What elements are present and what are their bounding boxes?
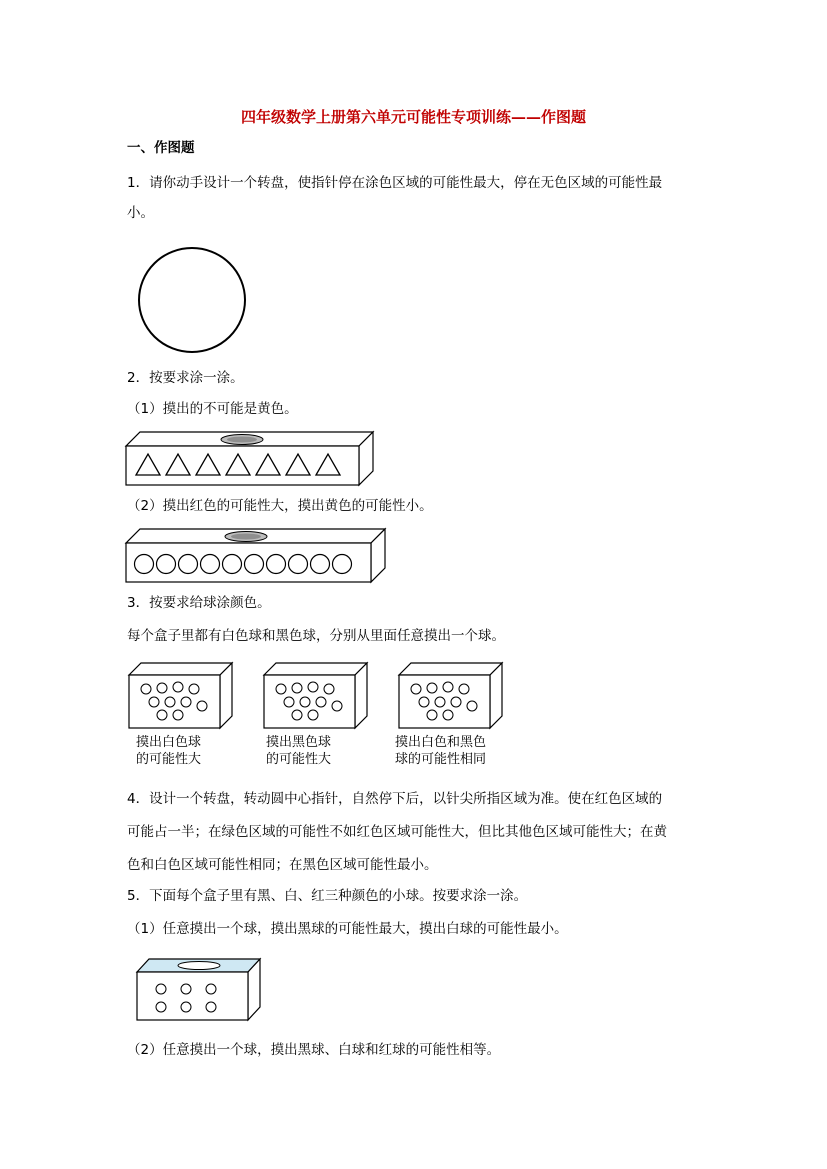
ball-top-3 [206,984,216,994]
ball-10 [333,555,352,574]
ball-top-1 [156,984,166,994]
circle-box [125,528,387,584]
ball-bottom-3 [206,1002,216,1012]
q1-text-line2: 小。 [127,205,154,221]
ball-box-3 [398,662,504,730]
q3-desc: 每个盒子里都有白色球和黑色球，分别从里面任意摸出一个球。 [127,628,505,644]
q1-text-line1: 1．请你动手设计一个转盘，使指针停在涂色区域的可能性最大，停在无色区域的可能性最 [127,175,663,191]
ball-1 [135,555,154,574]
ball-bottom-2 [181,1002,191,1012]
q4-text-line2: 可能占一半；在绿色区域的可能性不如红色区域可能性大，但比其他色区域可能性大；在黄 [127,824,667,840]
ball-2 [157,555,176,574]
ball-8 [289,555,308,574]
ball-5 [223,555,242,574]
ball-top-2 [181,984,191,994]
q5-part1: （1）任意摸出一个球，摸出黑球的可能性最大，摸出白球的可能性最小。 [127,921,568,937]
ball-bottom-1 [156,1002,166,1012]
q4-text-line3: 色和白色区域可能性相同；在黑色区域可能性最小。 [127,857,438,873]
q2-part1: （1）摸出的不可能是黄色。 [127,401,298,417]
box2-caption-line2: 的可能性大 [266,752,332,767]
q5-stem: 5．下面每个盒子里有黑、白、红三种颜色的小球。按要求涂一涂。 [127,888,528,904]
ball-box-1 [128,662,234,730]
q2-part2: （2）摸出红色的可能性大，摸出黄色的可能性小。 [127,498,433,514]
box2-caption-line1: 摸出黑色球 [266,735,332,750]
ball-9 [311,555,330,574]
q5-part2: （2）任意摸出一个球，摸出黑球、白球和红球的可能性相等。 [127,1042,501,1058]
box1-caption-line1: 摸出白色球 [136,735,202,750]
ball-4 [201,555,220,574]
ball-7 [267,555,286,574]
q2-stem: 2．按要求涂一涂。 [127,370,244,386]
q3-stem: 3．按要求给球涂颜色。 [127,595,271,611]
section-heading: 一、作图题 [127,140,195,156]
page-title: 四年级数学上册第六单元可能性专项训练——作图题 [240,108,586,126]
ball-6 [245,555,264,574]
ball-3 [179,555,198,574]
spinner-circle [137,246,247,354]
tissue-box [136,958,262,1022]
triangle-box [125,431,375,487]
box3-caption-line2: 球的可能性相同 [395,752,487,767]
q4-text-line1: 4．设计一个转盘，转动圆中心指针，自然停下后，以针尖所指区域为准。使在红色区域的 [127,791,663,807]
ball-box-2 [263,662,369,730]
box1-caption-line2: 的可能性大 [136,752,202,767]
box3-caption-line1: 摸出白色和黑色 [395,735,487,750]
